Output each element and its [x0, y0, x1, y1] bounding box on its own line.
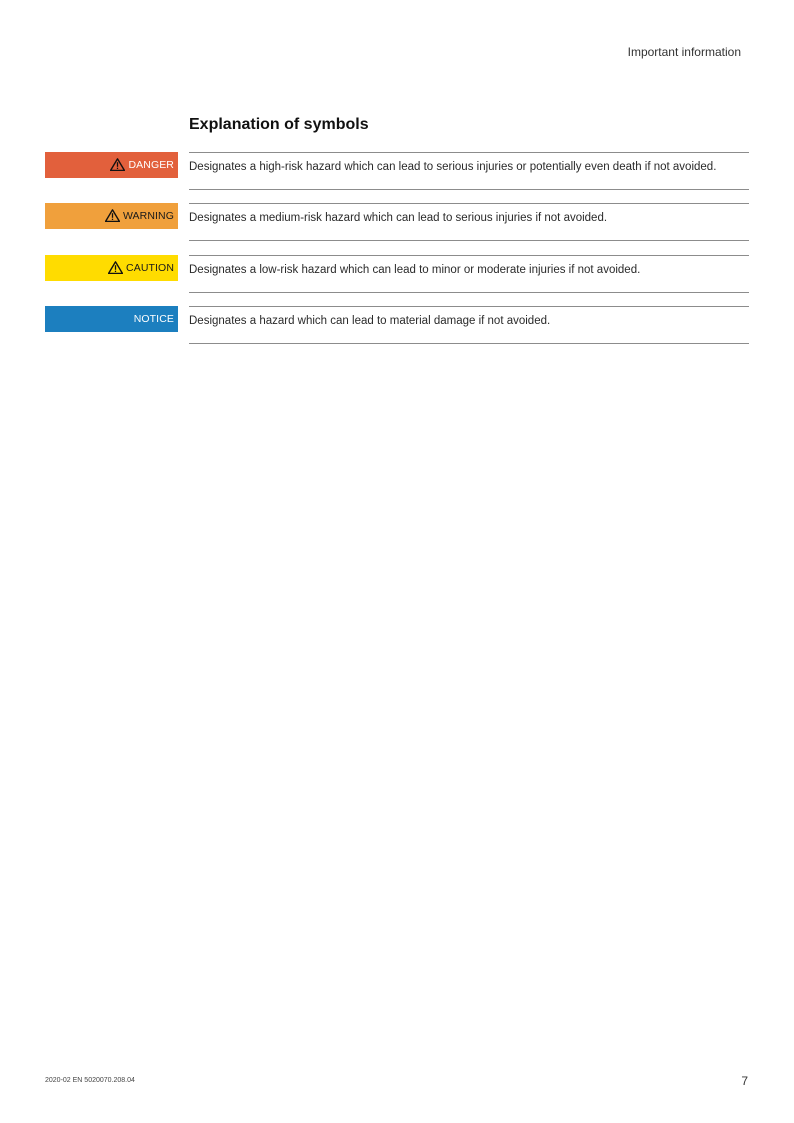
notice-description: Designates a hazard which can lead to material damage if not avoided.	[189, 306, 749, 344]
symbol-row-danger	[45, 152, 749, 190]
caution-description: Designates a low-risk hazard which can lead to minor or moderate injuries if not avoided.	[189, 255, 749, 293]
notice-badge	[45, 306, 178, 332]
warning-triangle-icon	[105, 209, 120, 222]
warning-triangle-icon	[108, 261, 123, 274]
danger-description: Designates a high-risk hazard which can lead to serious injuries or potentially even death if not avoided.	[189, 152, 749, 190]
symbol-row-notice	[45, 306, 749, 344]
caution-badge-label: CAUTION	[126, 262, 174, 274]
symbol-row-warning	[45, 203, 749, 241]
caution-badge	[45, 255, 178, 281]
danger-badge	[45, 152, 178, 178]
danger-badge-label: DANGER	[128, 159, 174, 171]
symbol-row-caution	[45, 255, 749, 293]
section-title: Explanation of symbols	[189, 116, 369, 133]
warning-badge	[45, 203, 178, 229]
document-code: 2020-02 EN 5020070.208.04	[45, 1077, 135, 1084]
warning-description: Designates a medium-risk hazard which can lead to serious injuries if not avoided.	[189, 203, 749, 241]
notice-badge-label: NOTICE	[133, 313, 174, 325]
warning-triangle-icon	[110, 158, 125, 171]
page-number: 7	[741, 1074, 748, 1088]
running-header: Important information	[627, 45, 741, 59]
warning-badge-label: WARNING	[122, 210, 174, 222]
